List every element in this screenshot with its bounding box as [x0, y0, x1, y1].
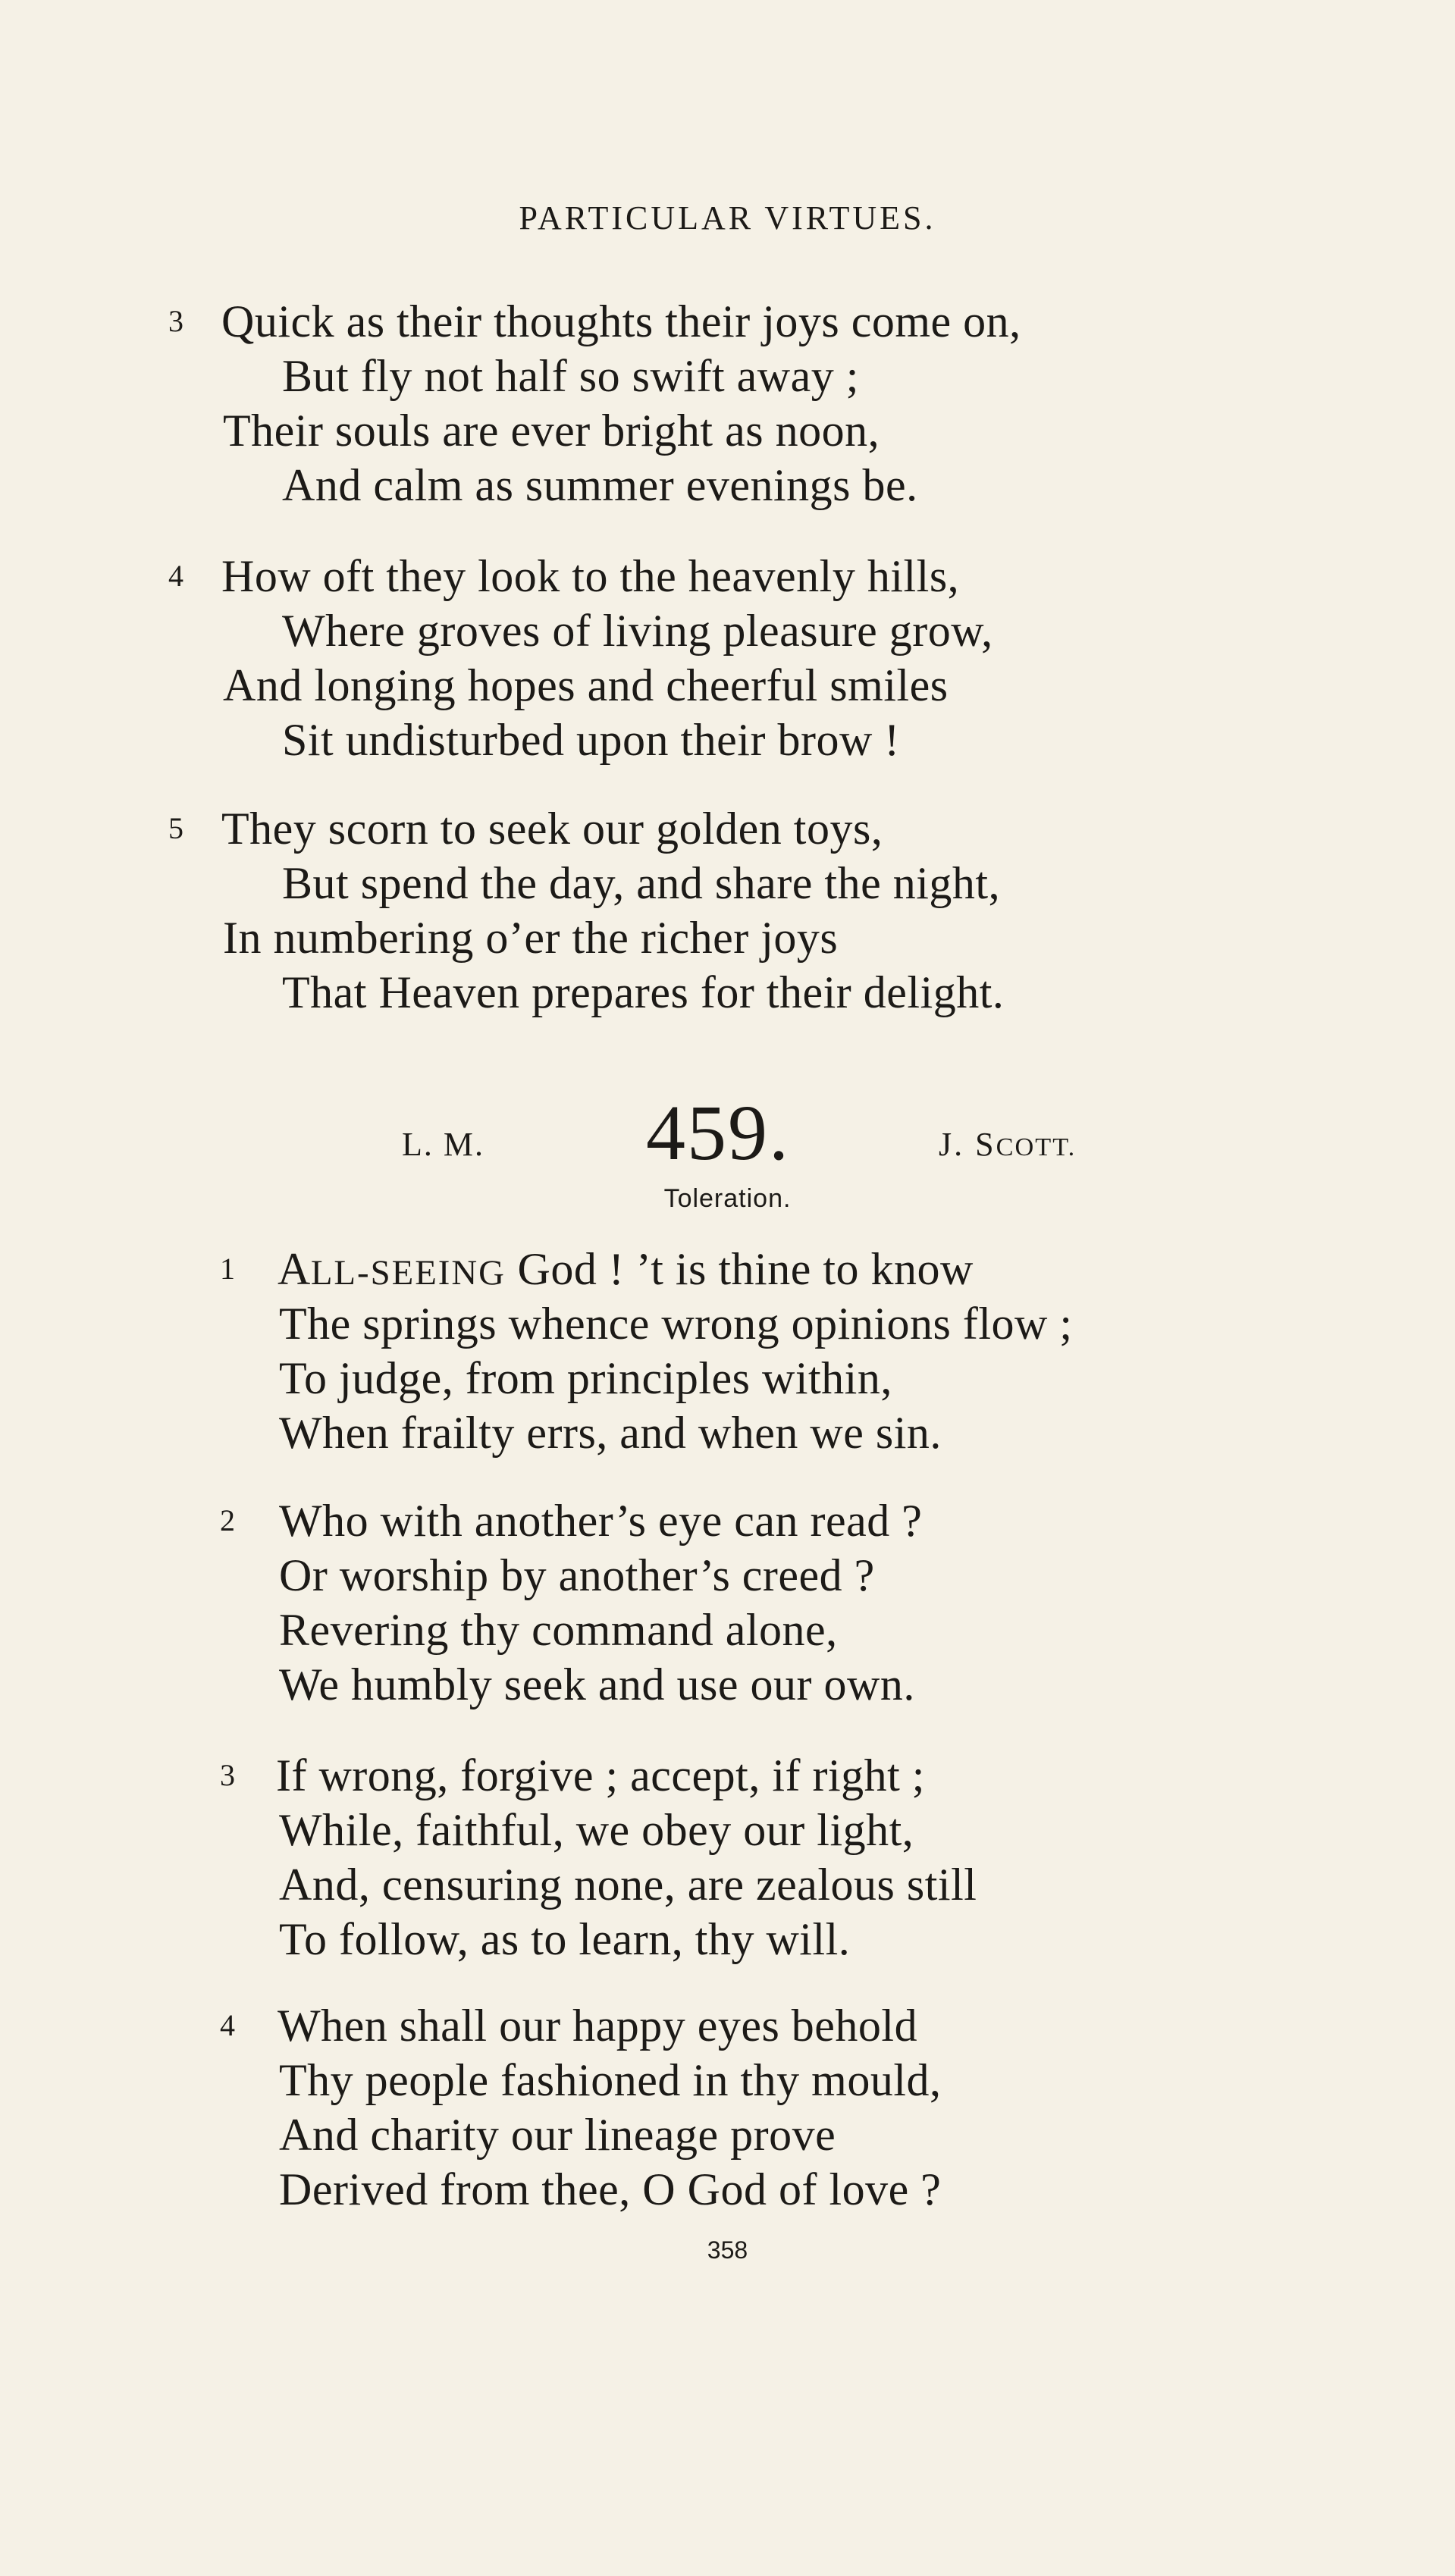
- verse-line: When shall our happy eyes behold: [278, 2001, 918, 2051]
- verse-line: Thy people fashioned in thy mould,: [279, 2055, 942, 2105]
- verse-line: Quick as their thoughts their joys come on,: [221, 296, 1021, 346]
- page-number: 358: [707, 2236, 748, 2264]
- verse-line: If wrong, forgive ; accept, if right ;: [276, 1750, 925, 1800]
- running-head: [0, 199, 1455, 237]
- first-line-rest: God ! ’t is thine to know: [505, 1244, 974, 1294]
- hymn-title: Toleration.: [663, 1184, 792, 1213]
- stanza-number: 3: [168, 304, 183, 338]
- verse-line: In numbering o’er the richer joys: [223, 913, 839, 963]
- verse-line: But fly not half so swift away ;: [282, 351, 859, 401]
- first-word-initial: A: [278, 1244, 311, 1294]
- verse-line: And calm as summer evenings be.: [282, 460, 918, 510]
- verse-line: While, faithful, we obey our light,: [279, 1805, 914, 1855]
- verse-line: Sit undisturbed upon their brow !: [282, 715, 900, 765]
- stanza-number: 5: [168, 811, 183, 845]
- verse-line: To follow, as to learn, thy will.: [279, 1914, 851, 1964]
- hymn-author: [939, 1125, 1076, 1164]
- first-word-rest: LL-SEEING: [310, 1253, 506, 1293]
- verse-line: And, censuring none, are zealous still: [279, 1860, 977, 1910]
- verse-line: And charity our lineage prove: [279, 2110, 836, 2160]
- hymn-number: 459.: [646, 1089, 790, 1177]
- verse-line: Or worship by another’s creed ?: [279, 1550, 875, 1600]
- stanza-number: 3: [220, 1758, 235, 1792]
- running-head-text: PARTICULAR VIRTUES.: [519, 199, 936, 237]
- author-rest: COTT.: [996, 1133, 1077, 1161]
- stanza-number: 1: [220, 1252, 235, 1286]
- verse-line: They scorn to seek our golden toys,: [221, 804, 883, 854]
- author-initial: J. S: [939, 1126, 996, 1163]
- stanza-number: 4: [168, 559, 183, 593]
- hymn-header: [0, 1089, 1455, 1177]
- verse-line: And longing hopes and cheerful smiles: [223, 660, 949, 710]
- verse-line: Their souls are ever bright as noon,: [223, 406, 880, 456]
- verse-line-first: [278, 1242, 974, 1300]
- verse-line: The springs whence wrong opinions flow ;: [279, 1299, 1073, 1349]
- verse-line: How oft they look to the heavenly hills,: [221, 551, 960, 601]
- verse-line: We humbly seek and use our own.: [279, 1659, 915, 1709]
- verse-line: Revering thy command alone,: [279, 1605, 838, 1655]
- hymn-meter: L. M.: [402, 1126, 484, 1163]
- verse-line: Where groves of living pleasure grow,: [282, 606, 993, 656]
- stanza-number: 2: [220, 1503, 235, 1537]
- verse-line: But spend the day, and share the night,: [282, 858, 1001, 908]
- stanza-number: 4: [220, 2008, 235, 2042]
- verse-line: Who with another’s eye can read ?: [279, 1496, 923, 1546]
- verse-line: To judge, from principles within,: [279, 1353, 892, 1403]
- verse-line: When frailty errs, and when we sin.: [279, 1408, 942, 1458]
- verse-line: That Heaven prepares for their delight.: [282, 967, 1005, 1017]
- verse-line: Derived from thee, O God of love ?: [279, 2164, 942, 2214]
